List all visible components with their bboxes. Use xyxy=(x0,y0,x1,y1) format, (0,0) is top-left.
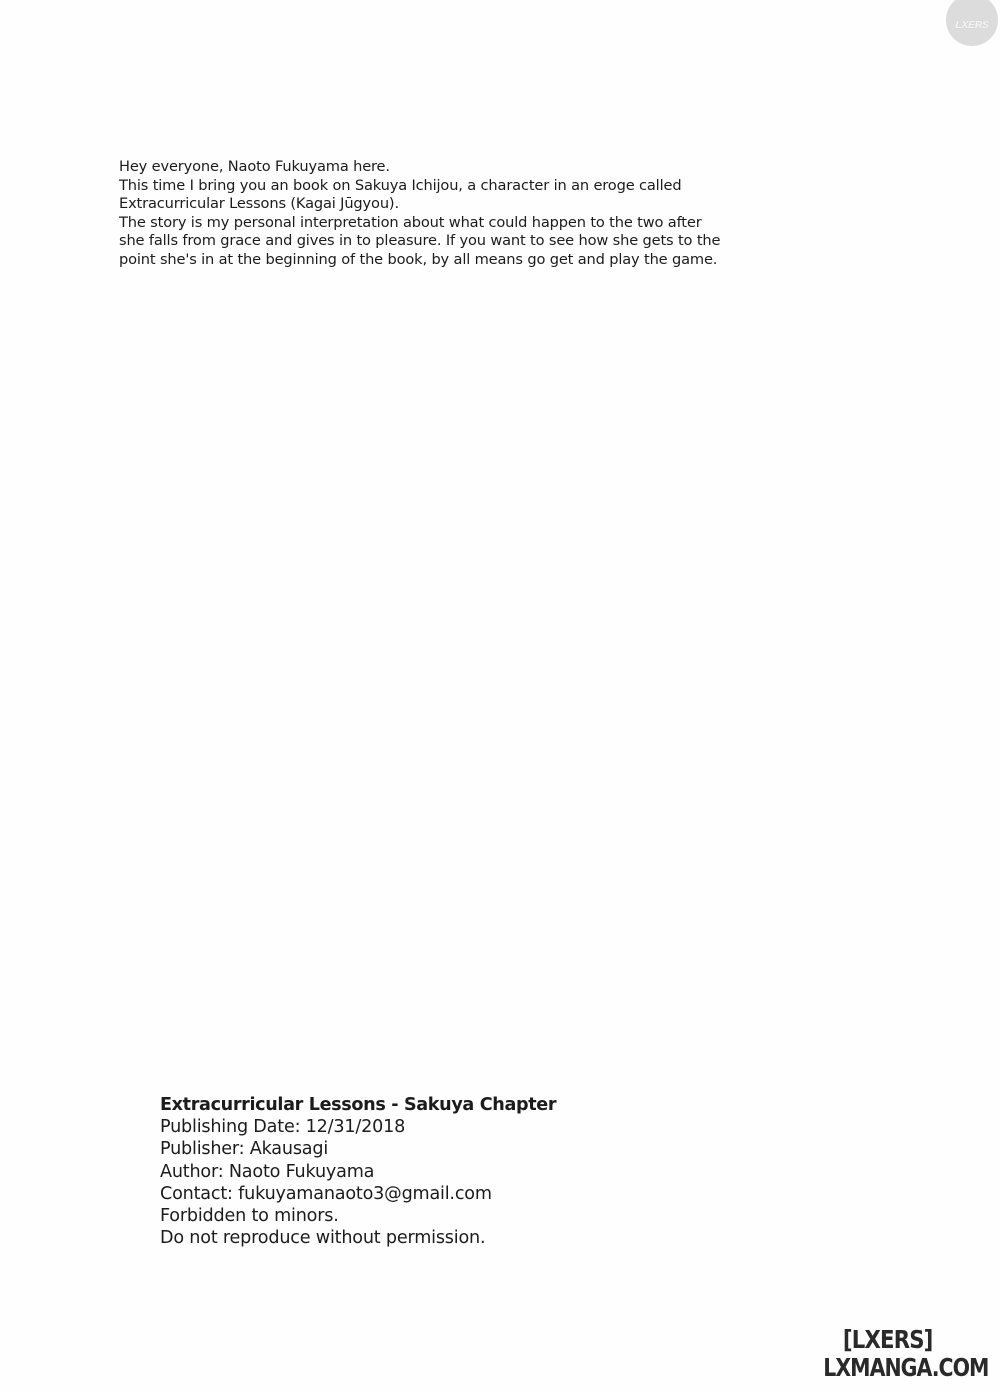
afterword-intro xyxy=(119,158,759,270)
reproduction-notice: Do not reproduce without permission. xyxy=(160,1228,486,1249)
minors-notice: Forbidden to minors. xyxy=(160,1206,339,1227)
intro-line: she falls from grace and gives in to pleasure. If you want to see how she gets to the xyxy=(119,232,721,250)
intro-line: Hey everyone, Naoto Fukuyama here. xyxy=(119,158,390,175)
lxers-badge-text: LXERS xyxy=(955,19,989,31)
site-watermark xyxy=(787,1326,988,1382)
intro-line: The story is my personal interpretation about what could happen to the two after xyxy=(119,213,702,231)
intro-line: point she's in at the beginning of the book, by all means go get and play the game. xyxy=(119,250,718,268)
publishing-date: Publishing Date: 12/31/2018 xyxy=(160,1117,406,1138)
lxers-badge-logo xyxy=(946,0,998,46)
publisher: Publisher: Akausagi xyxy=(160,1139,329,1160)
intro-line: This time I bring you an book on Sakuya Ichijou, a character in an eroge called xyxy=(119,176,682,194)
contact-email: Contact: fukuyamanaoto3@gmail.com xyxy=(160,1183,492,1204)
intro-line: Extracurricular Lessons (Kagai Jūgyou). xyxy=(119,195,399,213)
colophon xyxy=(160,1094,556,1249)
watermark-brand: [LXERS] xyxy=(842,1325,933,1354)
author: Author: Naoto Fukuyama xyxy=(160,1161,375,1182)
book-title: Extracurricular Lessons - Sakuya Chapter xyxy=(160,1095,557,1115)
watermark-url: LXMANGA.COM xyxy=(822,1353,988,1382)
